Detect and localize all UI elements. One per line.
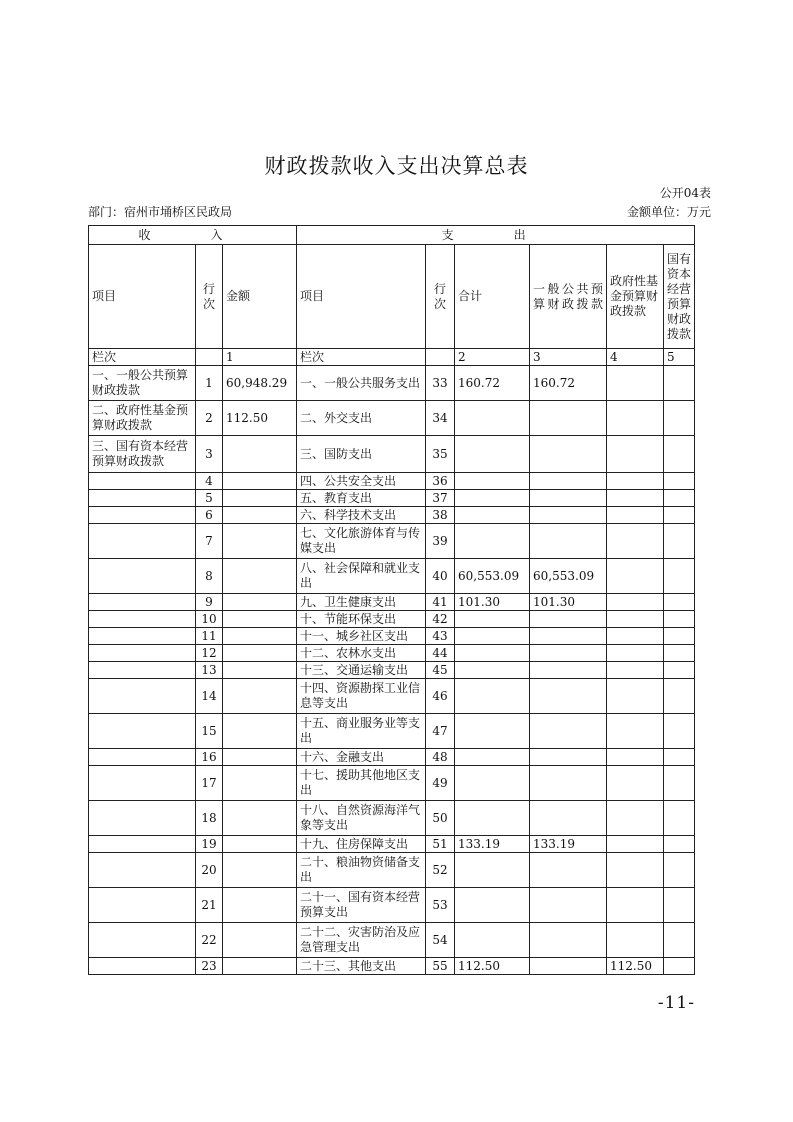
fund-budget-cell <box>607 749 664 766</box>
total-cell: 101.30 <box>455 594 530 611</box>
expense-item-cell: 十四、资源勘探工业信息等支出 <box>297 679 426 714</box>
income-item-cell <box>89 628 196 645</box>
expense-item-cell: 九、卫生健康支出 <box>297 594 426 611</box>
state-capital-cell <box>664 836 695 853</box>
income-row-no-cell: 12 <box>196 645 223 662</box>
general-budget-cell <box>530 473 607 490</box>
fund-budget-cell <box>607 888 664 923</box>
income-amount-cell <box>223 594 297 611</box>
income-row-no-cell: 21 <box>196 888 223 923</box>
table-row <box>89 594 695 611</box>
col-index-2: 2 <box>455 349 530 366</box>
col-index-1: 1 <box>223 349 297 366</box>
income-row-no-cell: 13 <box>196 662 223 679</box>
total-cell <box>455 853 530 888</box>
general-budget-cell <box>530 662 607 679</box>
table-row <box>89 559 695 594</box>
expense-item-cell: 四、公共安全支出 <box>297 473 426 490</box>
fund-budget-cell <box>607 473 664 490</box>
expense-header: 支 出 <box>297 226 695 245</box>
income-amount-cell <box>223 524 297 559</box>
expense-row-no-cell: 38 <box>426 507 455 524</box>
col-index-blank <box>196 349 223 366</box>
total-cell <box>455 662 530 679</box>
expense-item-cell: 一、一般公共服务支出 <box>297 366 426 401</box>
expense-row-no-cell: 41 <box>426 594 455 611</box>
table-row <box>89 836 695 853</box>
general-budget-cell <box>530 645 607 662</box>
expense-item-header: 项目 <box>297 245 426 349</box>
expense-item-cell: 二十二、灾害防治及应急管理支出 <box>297 923 426 958</box>
col-index-blank-2 <box>426 349 455 366</box>
expense-row-no-cell: 46 <box>426 679 455 714</box>
table-row <box>89 611 695 628</box>
total-cell <box>455 436 530 473</box>
income-amount-cell <box>223 507 297 524</box>
general-budget-cell <box>530 490 607 507</box>
income-amount-cell <box>223 436 297 473</box>
income-amount-cell <box>223 679 297 714</box>
state-capital-cell <box>664 611 695 628</box>
table-row <box>89 801 695 836</box>
col-index-4: 4 <box>607 349 664 366</box>
expense-row-no-cell: 54 <box>426 923 455 958</box>
income-amount-cell <box>223 958 297 975</box>
expense-row-no-cell: 47 <box>426 714 455 749</box>
total-cell <box>455 888 530 923</box>
col-index-label: 栏次 <box>89 349 196 366</box>
expense-item-cell: 十五、商业服务业等支出 <box>297 714 426 749</box>
general-budget-cell: 101.30 <box>530 594 607 611</box>
general-budget-cell <box>530 401 607 436</box>
income-item-cell <box>89 507 196 524</box>
income-row-no-cell: 1 <box>196 366 223 401</box>
income-item-cell <box>89 611 196 628</box>
state-capital-cell <box>664 888 695 923</box>
expense-row-no-cell: 51 <box>426 836 455 853</box>
income-item-cell <box>89 559 196 594</box>
fund-budget-cell <box>607 490 664 507</box>
state-capital-cell <box>664 473 695 490</box>
income-row-no-cell: 5 <box>196 490 223 507</box>
table-row <box>89 766 695 801</box>
income-amount-cell <box>223 490 297 507</box>
expense-item-cell: 二十三、其他支出 <box>297 958 426 975</box>
state-capital-cell <box>664 559 695 594</box>
income-header: 收 入 <box>89 226 297 245</box>
table-row <box>89 507 695 524</box>
fund-budget-cell <box>607 628 664 645</box>
table-row <box>89 645 695 662</box>
income-amount-cell <box>223 888 297 923</box>
fund-budget-cell <box>607 662 664 679</box>
income-row-no-cell: 14 <box>196 679 223 714</box>
expense-row-no-cell: 52 <box>426 853 455 888</box>
general-budget-cell <box>530 714 607 749</box>
general-budget-cell <box>530 766 607 801</box>
income-amount-cell <box>223 749 297 766</box>
expense-row-no-cell: 37 <box>426 490 455 507</box>
expense-row-no-cell: 43 <box>426 628 455 645</box>
income-row-no-cell: 20 <box>196 853 223 888</box>
income-amount-cell <box>223 923 297 958</box>
fund-budget-cell <box>607 559 664 594</box>
table-row <box>89 749 695 766</box>
state-capital-cell <box>664 766 695 801</box>
general-budget-cell <box>530 853 607 888</box>
expense-item-cell: 二十一、国有资本经营预算支出 <box>297 888 426 923</box>
expense-item-cell: 二十、粮油物资储备支出 <box>297 853 426 888</box>
total-cell: 133.19 <box>455 836 530 853</box>
income-item-cell <box>89 836 196 853</box>
state-capital-header: 国有资本经营预算财政拨款 <box>664 245 695 349</box>
income-item-header: 项目 <box>89 245 196 349</box>
expense-item-cell: 十一、城乡社区支出 <box>297 628 426 645</box>
income-row-no-cell: 17 <box>196 766 223 801</box>
fund-budget-cell <box>607 714 664 749</box>
income-item-cell <box>89 853 196 888</box>
fund-budget-cell <box>607 766 664 801</box>
income-amount-cell <box>223 645 297 662</box>
fund-budget-cell: 112.50 <box>607 958 664 975</box>
income-item-cell <box>89 958 196 975</box>
fund-budget-cell <box>607 679 664 714</box>
income-amount-header: 金额 <box>223 245 297 349</box>
income-item-cell <box>89 749 196 766</box>
general-budget-cell <box>530 679 607 714</box>
income-amount-cell <box>223 714 297 749</box>
expense-row-no-cell: 40 <box>426 559 455 594</box>
fund-budget-cell <box>607 507 664 524</box>
state-capital-cell <box>664 366 695 401</box>
state-capital-cell <box>664 594 695 611</box>
income-row-no-cell: 22 <box>196 923 223 958</box>
total-cell <box>455 714 530 749</box>
expense-item-cell: 三、国防支出 <box>297 436 426 473</box>
income-item-cell <box>89 645 196 662</box>
expense-item-cell: 十二、农林水支出 <box>297 645 426 662</box>
table-row <box>89 662 695 679</box>
unit-label: 金额单位：万元 <box>626 205 711 219</box>
col-index-5: 5 <box>664 349 695 366</box>
table-row <box>89 679 695 714</box>
table-row <box>89 714 695 749</box>
expense-row-no-cell: 35 <box>426 436 455 473</box>
total-cell <box>455 628 530 645</box>
expense-row-no-cell: 45 <box>426 662 455 679</box>
total-header: 合计 <box>455 245 530 349</box>
page-number: -11- <box>657 993 695 1013</box>
income-amount-cell <box>223 559 297 594</box>
table-row <box>89 401 695 436</box>
total-cell <box>455 507 530 524</box>
expense-row-no-cell: 36 <box>426 473 455 490</box>
income-row-no-cell: 9 <box>196 594 223 611</box>
income-amount-cell: 112.50 <box>223 401 297 436</box>
fund-budget-cell <box>607 645 664 662</box>
expense-row-no-cell: 55 <box>426 958 455 975</box>
income-item-cell: 三、国有资本经营预算财政拨款 <box>89 436 196 473</box>
state-capital-cell <box>664 923 695 958</box>
table-row <box>89 853 695 888</box>
expense-item-cell: 五、教育支出 <box>297 490 426 507</box>
income-row-no-cell: 19 <box>196 836 223 853</box>
expense-row-no-cell: 39 <box>426 524 455 559</box>
income-row-no-cell: 15 <box>196 714 223 749</box>
total-cell <box>455 645 530 662</box>
expense-row-no-cell: 44 <box>426 645 455 662</box>
fund-budget-cell <box>607 594 664 611</box>
income-amount-cell <box>223 766 297 801</box>
total-cell <box>455 401 530 436</box>
expense-row-no-header: 行次 <box>426 245 455 349</box>
general-budget-cell <box>530 628 607 645</box>
income-item-cell <box>89 594 196 611</box>
state-capital-cell <box>664 628 695 645</box>
total-cell: 112.50 <box>455 958 530 975</box>
expense-item-cell: 六、科学技术支出 <box>297 507 426 524</box>
state-capital-cell <box>664 749 695 766</box>
general-budget-cell: 133.19 <box>530 836 607 853</box>
income-amount-cell <box>223 836 297 853</box>
general-budget-cell <box>530 801 607 836</box>
general-budget-cell <box>530 749 607 766</box>
expense-item-cell: 十九、住房保障支出 <box>297 836 426 853</box>
expense-item-cell: 十八、自然资源海洋气象等支出 <box>297 801 426 836</box>
income-item-cell <box>89 524 196 559</box>
total-cell <box>455 749 530 766</box>
fund-budget-cell <box>607 611 664 628</box>
expense-row-no-cell: 33 <box>426 366 455 401</box>
income-row-no-cell: 23 <box>196 958 223 975</box>
income-row-no-cell: 6 <box>196 507 223 524</box>
income-amount-cell: 60,948.29 <box>223 366 297 401</box>
income-amount-cell <box>223 611 297 628</box>
table-row <box>89 958 695 975</box>
fund-budget-cell <box>607 436 664 473</box>
general-budget-cell <box>530 611 607 628</box>
state-capital-cell <box>664 679 695 714</box>
income-row-no-cell: 11 <box>196 628 223 645</box>
table-row <box>89 490 695 507</box>
income-item-cell <box>89 662 196 679</box>
state-capital-cell <box>664 662 695 679</box>
col-index-3: 3 <box>530 349 607 366</box>
department-label: 部门：宿州市埇桥区民政局 <box>88 205 233 219</box>
income-row-no-cell: 18 <box>196 801 223 836</box>
income-amount-cell <box>223 801 297 836</box>
expense-row-no-cell: 53 <box>426 888 455 923</box>
table-row <box>89 628 695 645</box>
income-row-no-cell: 8 <box>196 559 223 594</box>
income-row-no-cell: 4 <box>196 473 223 490</box>
fund-budget-cell <box>607 401 664 436</box>
state-capital-cell <box>664 958 695 975</box>
expense-row-no-cell: 50 <box>426 801 455 836</box>
income-amount-cell <box>223 473 297 490</box>
table-code: 公开04表 <box>659 186 711 200</box>
income-item-cell: 一、一般公共预算财政拨款 <box>89 366 196 401</box>
state-capital-cell <box>664 714 695 749</box>
fund-budget-cell <box>607 801 664 836</box>
finance-table <box>88 225 695 975</box>
expense-row-no-cell: 34 <box>426 401 455 436</box>
general-budget-cell: 160.72 <box>530 366 607 401</box>
income-item-cell: 二、政府性基金预算财政拨款 <box>89 401 196 436</box>
fund-budget-cell <box>607 524 664 559</box>
income-item-cell <box>89 801 196 836</box>
general-budget-header: 一般公共预算财政拨款 <box>530 245 607 349</box>
income-item-cell <box>89 714 196 749</box>
state-capital-cell <box>664 524 695 559</box>
income-item-cell <box>89 490 196 507</box>
total-cell: 160.72 <box>455 366 530 401</box>
total-cell: 60,553.09 <box>455 559 530 594</box>
state-capital-cell <box>664 645 695 662</box>
table-row <box>89 473 695 490</box>
table-row <box>89 923 695 958</box>
expense-item-cell: 十七、援助其他地区支出 <box>297 766 426 801</box>
table-row <box>89 888 695 923</box>
col-index-exp-label: 栏次 <box>297 349 426 366</box>
income-row-no-header: 行次 <box>196 245 223 349</box>
state-capital-cell <box>664 507 695 524</box>
state-capital-cell <box>664 401 695 436</box>
table-row <box>89 436 695 473</box>
general-budget-cell <box>530 923 607 958</box>
fund-budget-cell <box>607 923 664 958</box>
expense-item-cell: 十六、金融支出 <box>297 749 426 766</box>
total-cell <box>455 801 530 836</box>
expense-item-cell: 二、外交支出 <box>297 401 426 436</box>
expense-item-cell: 十、节能环保支出 <box>297 611 426 628</box>
income-amount-cell <box>223 853 297 888</box>
expense-item-cell: 十三、交通运输支出 <box>297 662 426 679</box>
total-cell <box>455 679 530 714</box>
income-row-no-cell: 7 <box>196 524 223 559</box>
income-item-cell <box>89 679 196 714</box>
expense-row-no-cell: 48 <box>426 749 455 766</box>
expense-row-no-cell: 42 <box>426 611 455 628</box>
state-capital-cell <box>664 801 695 836</box>
general-budget-cell <box>530 507 607 524</box>
page-title: 财政拨款收入支出决算总表 <box>264 154 529 178</box>
income-row-no-cell: 3 <box>196 436 223 473</box>
income-row-no-cell: 10 <box>196 611 223 628</box>
total-cell <box>455 473 530 490</box>
expense-item-cell: 八、社会保障和就业支出 <box>297 559 426 594</box>
income-item-cell <box>89 766 196 801</box>
table-row <box>89 524 695 559</box>
total-cell <box>455 611 530 628</box>
total-cell <box>455 923 530 958</box>
fund-budget-cell <box>607 366 664 401</box>
general-budget-cell: 60,553.09 <box>530 559 607 594</box>
income-row-no-cell: 2 <box>196 401 223 436</box>
fund-budget-header: 政府性基金预算财政拨款 <box>607 245 664 349</box>
expense-row-no-cell: 49 <box>426 766 455 801</box>
income-item-cell <box>89 473 196 490</box>
income-item-cell <box>89 923 196 958</box>
income-amount-cell <box>223 628 297 645</box>
expense-item-cell: 七、文化旅游体育与传媒支出 <box>297 524 426 559</box>
table-row <box>89 366 695 401</box>
state-capital-cell <box>664 436 695 473</box>
total-cell <box>455 524 530 559</box>
fund-budget-cell <box>607 853 664 888</box>
general-budget-cell <box>530 436 607 473</box>
general-budget-cell <box>530 958 607 975</box>
general-budget-cell <box>530 524 607 559</box>
state-capital-cell <box>664 490 695 507</box>
total-cell <box>455 490 530 507</box>
income-item-cell <box>89 888 196 923</box>
income-amount-cell <box>223 662 297 679</box>
state-capital-cell <box>664 853 695 888</box>
fund-budget-cell <box>607 836 664 853</box>
income-row-no-cell: 16 <box>196 749 223 766</box>
general-budget-cell <box>530 888 607 923</box>
total-cell <box>455 766 530 801</box>
